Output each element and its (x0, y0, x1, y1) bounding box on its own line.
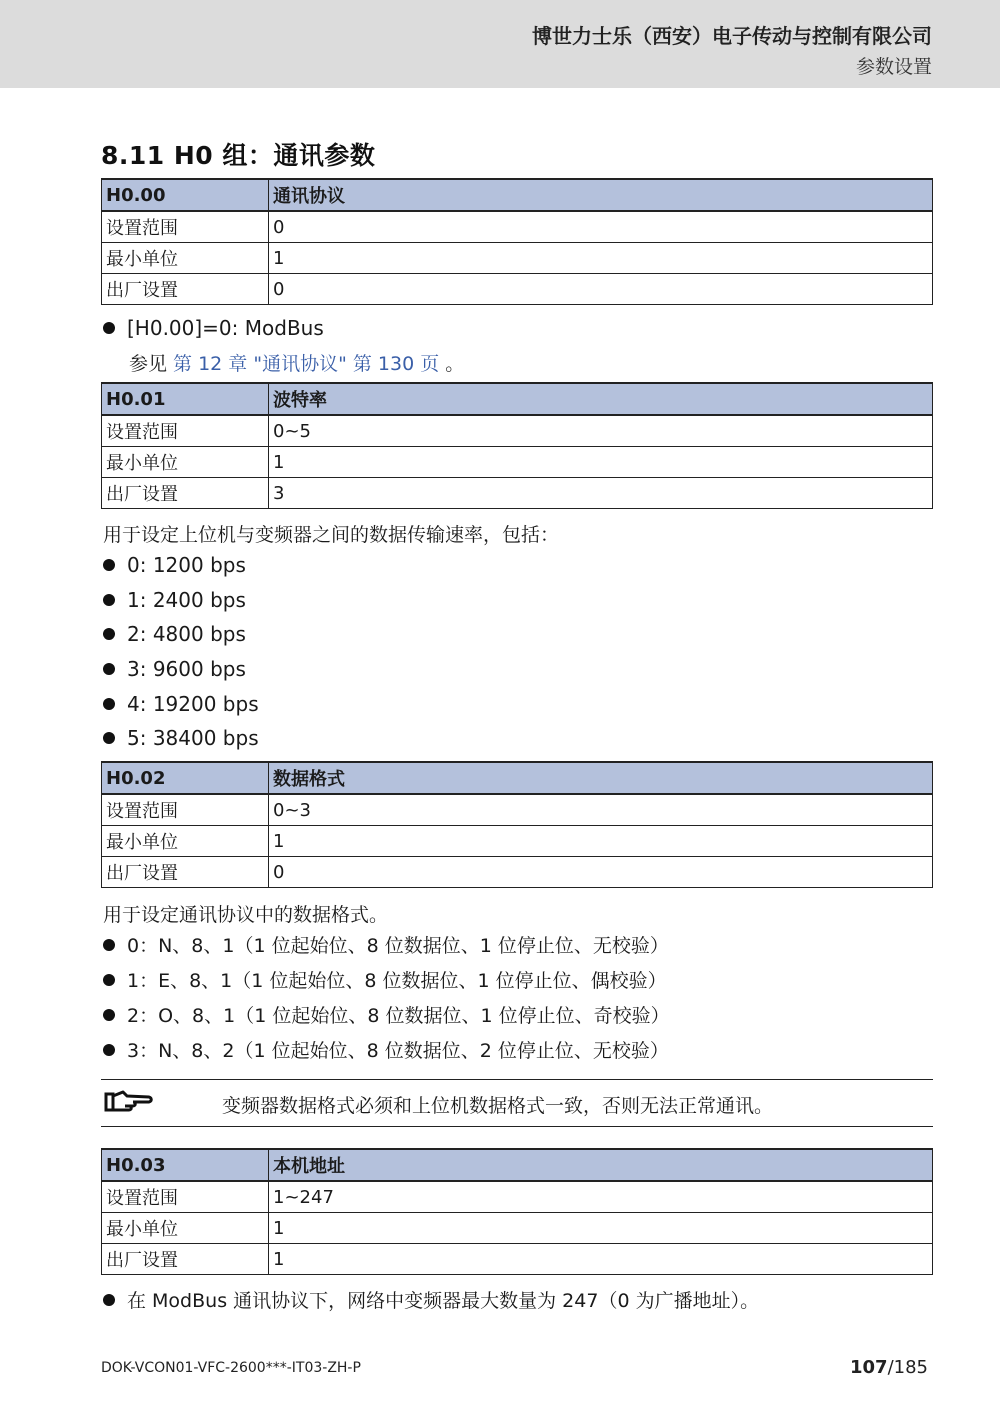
format-item (103, 931, 669, 958)
baud-item (103, 726, 259, 750)
bullet-text: 2: 4800 bps (127, 622, 246, 646)
row-value: 0 (269, 857, 933, 888)
bullet-text: 在 ModBus 通讯协议下，网络中变频器最大数量为 247（0 为广播地址）。 (127, 1290, 760, 1312)
bullet-text: [H0.00]=0: ModBus (127, 316, 324, 340)
param-name: 通讯协议 (269, 179, 933, 211)
bullet-dot (103, 1044, 115, 1056)
bullet-text: 1: 2400 bps (127, 588, 246, 612)
row-value: 1~247 (269, 1181, 933, 1213)
address-bullet (103, 1286, 759, 1313)
bullet-dot (103, 698, 115, 710)
row-value: 1 (269, 1213, 933, 1244)
baud-item (103, 553, 246, 577)
bullet-dot (103, 322, 115, 334)
param-table-h0-03 (101, 1148, 933, 1275)
row-value: 1 (269, 1244, 933, 1275)
param-code: H0.03 (102, 1149, 269, 1181)
bullet-text: 2：O、8、1（1 位起始位、8 位数据位、1 位停止位、奇校验） (127, 1005, 670, 1027)
bullet-text: 0: 1200 bps (127, 553, 246, 577)
page-number (850, 1357, 928, 1378)
format-item (103, 1036, 669, 1063)
page-header (0, 0, 1000, 88)
row-value: 1 (269, 243, 933, 274)
bullet-dot (103, 939, 115, 951)
document-id: DOK-VCON01-VFC-2600***-IT03-ZH-P (101, 1360, 361, 1376)
baud-item (103, 588, 246, 612)
row-value: 0~5 (269, 415, 933, 447)
baud-item (103, 657, 246, 681)
format-item (103, 1001, 670, 1028)
section-title: 8.11 H0 组：通讯参数 (101, 141, 376, 170)
row-value: 0 (269, 211, 933, 243)
xref-link[interactable]: 第 12 章 "通讯协议" 第 130 页 (173, 353, 440, 375)
section-name: 参数设置 (855, 56, 932, 78)
page-current: 107 (850, 1357, 888, 1378)
bullet-dot (103, 663, 115, 675)
bullet-text: 0：N、8、1（1 位起始位、8 位数据位、1 位停止位、无校验） (127, 935, 669, 957)
param-table-h0-00 (101, 178, 933, 305)
baud-item (103, 692, 259, 716)
baud-intro: 用于设定上位机与变频器之间的数据传输速率，包括： (103, 524, 560, 546)
note-text: 变频器数据格式必须和上位机数据格式一致，否则无法正常通讯。 (222, 1095, 774, 1117)
row-label: 设置范围 (102, 415, 269, 447)
row-value: 1 (269, 447, 933, 478)
row-value: 0 (269, 274, 933, 305)
param-code: H0.02 (102, 762, 269, 794)
bullet-dot (103, 594, 115, 606)
bullet-text: 3：N、8、2（1 位起始位、8 位数据位、2 位停止位、无校验） (127, 1040, 669, 1062)
pointing-hand-icon (103, 1088, 153, 1116)
param-table-h0-02 (101, 761, 933, 888)
row-label: 设置范围 (102, 211, 269, 243)
bullet-text: 4: 19200 bps (127, 692, 259, 716)
param-code: H0.01 (102, 383, 269, 415)
cross-reference (129, 349, 464, 376)
bullet-item (103, 316, 324, 340)
row-label: 最小单位 (102, 243, 269, 274)
param-name: 波特率 (269, 383, 933, 415)
row-label: 设置范围 (102, 794, 269, 826)
bullet-dot (103, 732, 115, 744)
page-total: /185 (887, 1357, 928, 1378)
row-label: 出厂设置 (102, 857, 269, 888)
row-value: 1 (269, 826, 933, 857)
row-label: 出厂设置 (102, 1244, 269, 1275)
xref-suffix: 。 (439, 353, 465, 375)
bullet-text: 5: 38400 bps (127, 726, 259, 750)
bullet-dot (103, 974, 115, 986)
row-label: 出厂设置 (102, 274, 269, 305)
row-label: 最小单位 (102, 447, 269, 478)
format-item (103, 966, 667, 993)
xref-prefix: 参见 (129, 353, 174, 375)
company-name: 博世力士乐（西安）电子传动与控制有限公司 (532, 24, 932, 48)
row-label: 设置范围 (102, 1181, 269, 1213)
bullet-dot (103, 1009, 115, 1021)
row-value: 3 (269, 478, 933, 509)
bullet-text: 1：E、8、1（1 位起始位、8 位数据位、1 位停止位、偶校验） (127, 970, 667, 992)
bullet-dot (103, 1294, 115, 1306)
bullet-dot (103, 628, 115, 640)
bullet-text: 3: 9600 bps (127, 657, 246, 681)
param-name: 本机地址 (269, 1149, 933, 1181)
row-label: 出厂设置 (102, 478, 269, 509)
row-label: 最小单位 (102, 1213, 269, 1244)
note-box (101, 1079, 933, 1127)
param-table-h0-01 (101, 382, 933, 509)
row-label: 最小单位 (102, 826, 269, 857)
param-code: H0.00 (102, 179, 269, 211)
bullet-dot (103, 559, 115, 571)
row-value: 0~3 (269, 794, 933, 826)
baud-item (103, 622, 246, 646)
format-intro: 用于设定通讯协议中的数据格式。 (103, 904, 389, 926)
param-name: 数据格式 (269, 762, 933, 794)
